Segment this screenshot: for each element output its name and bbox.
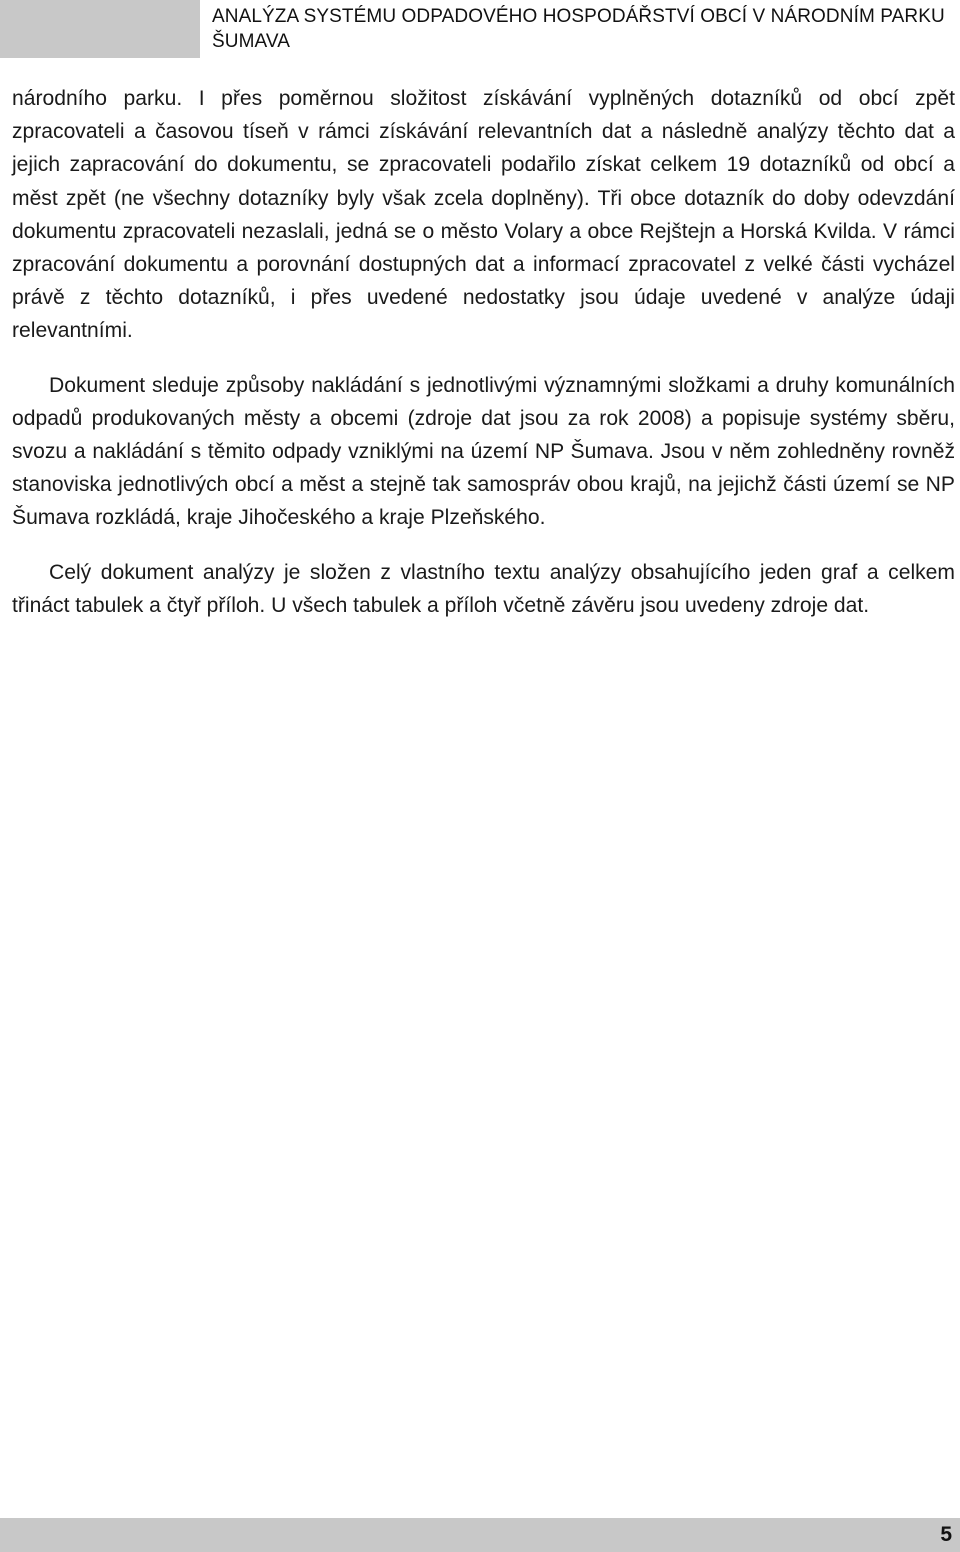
header-title: ANALÝZA SYSTÉMU ODPADOVÉHO HOSPODÁŘSTVÍ OBCÍ V NÁRODNÍM PARKU ŠUMAVA xyxy=(212,6,945,52)
paragraph-continuation: národního parku. I přes poměrnou složitost získávání vyplněných dotazníků od obcí zpět zpracovateli a časovou tíseň v rámci získávání relevantních dat a následně analýzy těchto dat a jejich zapracování do dokumentu, se zpracovateli podařilo získat celkem 19 dotazníků od obcí a měst zpět (ne všechny dotazníky byly však zcela doplněny). Tři obce dotazník do doby odevzdání dokumentu zpracovateli nezaslali, jedná se o město Volary a obce Rejštejn a Horská Kvilda. V rámci zpracování dokumentu a porovnání dostupných dat a informací zpracovatel z velké části vycházel právě z těchto dotazníků, i přes uvedené nedostatky jsou údaje uvedené v analýze údaji relevantními. xyxy=(12,87,955,343)
page-number: 5 xyxy=(940,1523,952,1546)
document-body xyxy=(12,82,955,643)
page-header xyxy=(0,0,960,58)
paragraph-document-scope: Dokument sleduje způsoby nakládání s jednotlivými významnými složkami a druhy komunálních odpadů produkovaných městy a obcemi (zdroje dat jsou za rok 2008) a popisuje systémy sběru, svozu a nakládání s těmito odpady vzniklými na území NP Šumava. Jsou v něm zohledněny rovněž stanoviska jednotlivých obcí a měst a stejně tak samospráv obou krajů, na jejichž části území se NP Šumava rozkládá, kraje Jihočeského a kraje Plzeňského. xyxy=(12,373,955,530)
paragraph-document-structure: Celý dokument analýzy je složen z vlastního textu analýzy obsahujícího jeden graf a celkem třináct tabulek a čtyř příloh. U všech tabulek a příloh včetně závěru jsou uvedeny zdroje dat. xyxy=(12,560,955,617)
page-footer xyxy=(0,1518,960,1552)
header-gray-bar xyxy=(0,0,200,58)
